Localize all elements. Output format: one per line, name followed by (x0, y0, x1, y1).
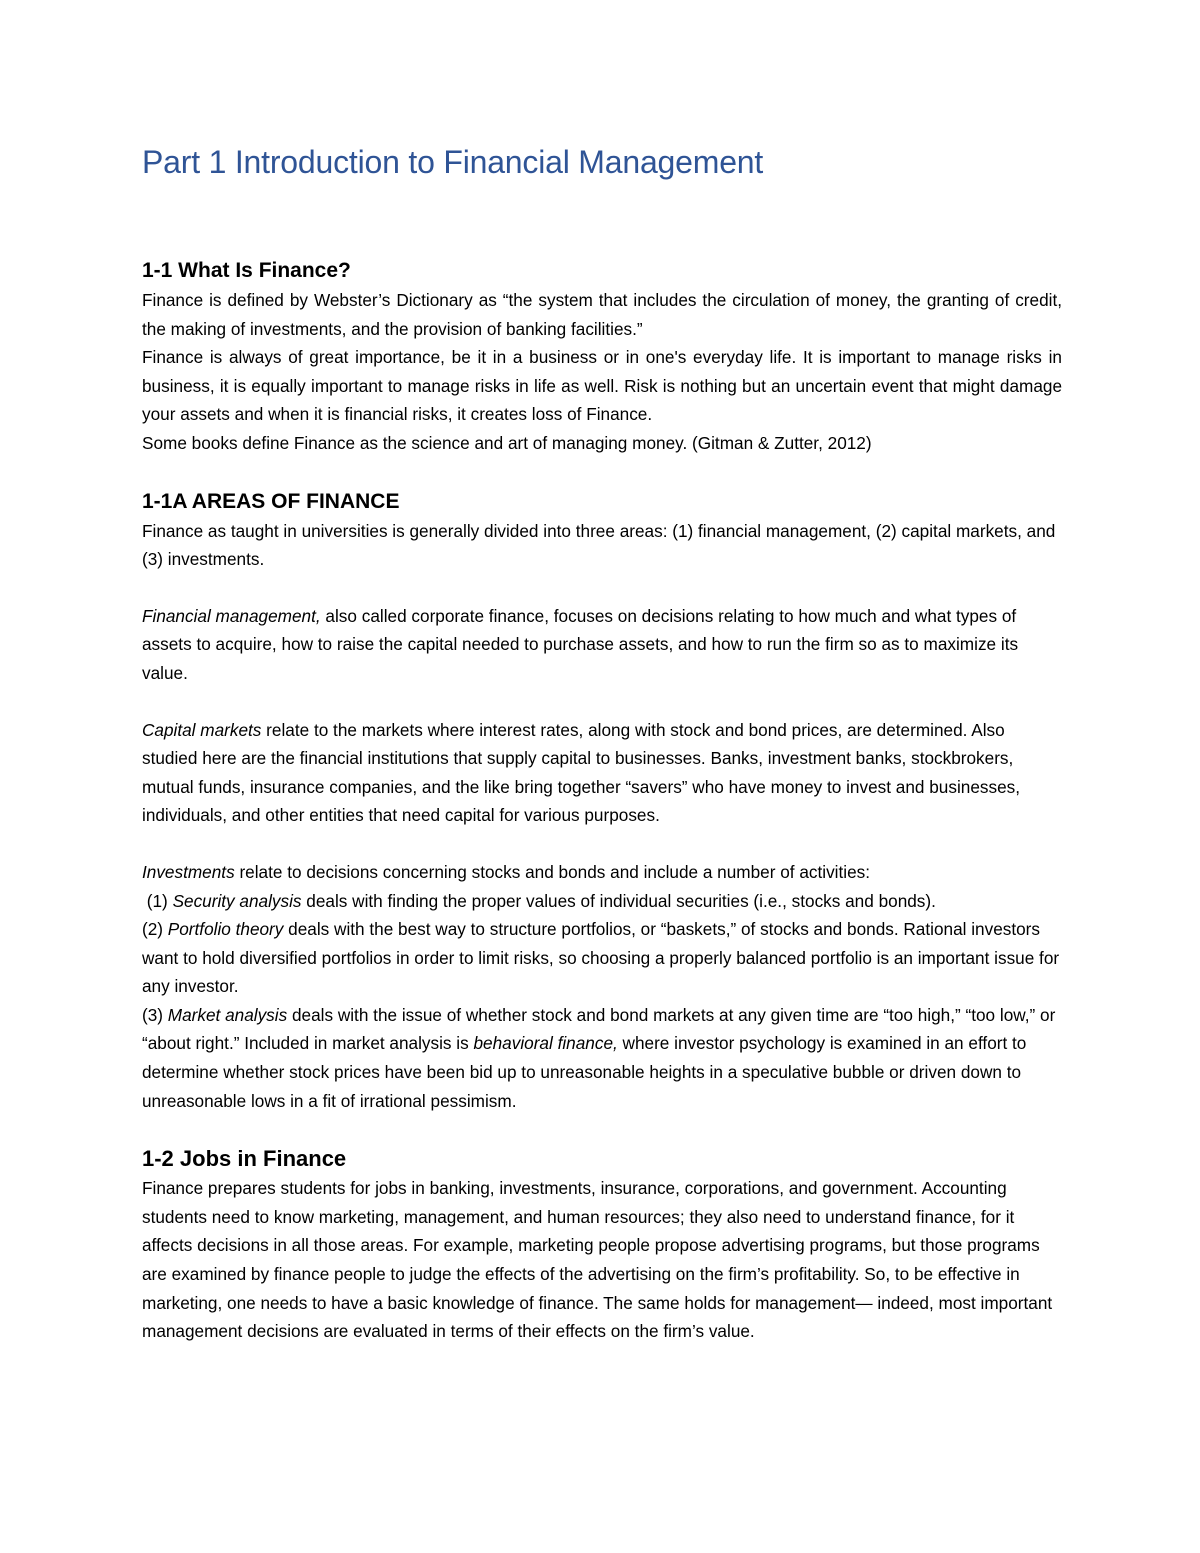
paragraph-importance: Finance is always of great importance, be it in a business or in one's everyday life. It is important to manage risks in business, it is equally important to manage risks in life as well. Risk is nothing but an uncertain event that might damage your assets and when it is financial risks, it creates loss of Finance. (142, 347, 1062, 425)
item-number: (2) (142, 919, 168, 940)
item-number: (1) (142, 890, 173, 911)
term-portfolio-theory: Portfolio theory (167, 919, 284, 940)
term-financial-management: Financial management, (142, 605, 321, 626)
term-investments: Investments (142, 861, 235, 882)
spacer (142, 1115, 1062, 1144)
text-capital-markets: relate to the markets where interest rates, along with stock and bond prices, are determined. Also studied here are the financial institutions that supply capital to businesses. Banks, investment banks, stockbrokers, mutual funds, insurance companies, and the like bring together “savers” who have money to invest and businesses, individuals, and other entities that need capital for various purposes. (142, 719, 1021, 826)
section-heading-what-is-finance: 1-1 What Is Finance? (142, 259, 351, 282)
term-behavioral-finance: behavioral finance, (473, 1033, 618, 1054)
paragraph-portfolio-theory (142, 915, 1062, 1001)
spacer (142, 574, 1062, 602)
spacer (142, 688, 1062, 716)
paragraph-financial-management (142, 602, 1062, 688)
section-heading-jobs-in-finance: 1-2 Jobs in Finance (142, 1146, 347, 1172)
text-market-analysis: deals with the issue of whether stock and bond markets at any given time are “too high,” “too low,” or “about right.” Included in market analysis is (142, 1004, 1056, 1054)
term-security-analysis: Security analysis (172, 890, 302, 911)
section-heading-areas-of-finance: 1-1A AREAS OF FINANCE (142, 489, 400, 513)
paragraph-capital-markets (142, 716, 1062, 830)
paragraph-books: Some books define Finance as the science and art of managing money. (Gitman & Zutter, 2012) (142, 432, 872, 453)
spacer (142, 830, 1062, 858)
document-page (142, 140, 1062, 1346)
paragraph-jobs: Finance prepares students for jobs in banking, investments, insurance, corporations, and government. Accounting students need to know marketing, management, and human resources; they also need to understand finance, for it affects decisions in all those areas. For example, marketing people propose advertising programs, but those programs are examined by finance people to judge the effects of the advertising on the firm’s profitability. So, to be effective in marketing, one needs to have a basic knowledge of finance. The same holds for management— indeed, most important management decisions are evaluated in terms of their effects on the firm’s value. (142, 1178, 1053, 1342)
paragraph-areas-intro: Finance as taught in universities is generally divided into three areas: (1) financial management, (2) capital markets, and (3) investments. (142, 520, 1056, 570)
paragraph-investments (142, 858, 1062, 887)
text-behavioral-finance: where investor psychology is examined in an effort to determine whether stock prices have been bid up to unreasonable heights in a speculative bubble or driven down to unreasonable lows in a fit of irrational pessimism. (142, 1033, 1027, 1111)
page-title: Part 1 Introduction to Financial Management (142, 144, 764, 180)
item-number: (3) (142, 1004, 168, 1025)
term-capital-markets: Capital markets (142, 719, 262, 740)
term-market-analysis: Market analysis (167, 1004, 288, 1025)
paragraph-market-analysis (142, 1001, 1062, 1115)
text-investments: relate to decisions concerning stocks and bonds and include a number of activities: (234, 861, 871, 882)
text-portfolio-theory: deals with the best way to structure portfolios, or “baskets,” of stocks and bonds. Rational investors want to hold diversified portfolios in order to limit risks, so choosing a properly balanced portfolio is an important issue for any investor. (142, 919, 1060, 997)
paragraph-definition: Finance is defined by Webster’s Dictionary as “the system that includes the circulation of money, the granting of credit, the making of investments, and the provision of banking facilities.” (142, 290, 1062, 339)
paragraph-security-analysis (142, 887, 1062, 916)
text-financial-management: also called corporate finance, focuses on decisions relating to how much and what types of assets to acquire, how to raise the capital needed to purchase assets, and how to run the firm so as to maximize its value. (142, 605, 1019, 683)
text-security-analysis: deals with finding the proper values of individual securities (i.e., stocks and bonds). (301, 890, 936, 911)
spacer (142, 458, 1062, 487)
